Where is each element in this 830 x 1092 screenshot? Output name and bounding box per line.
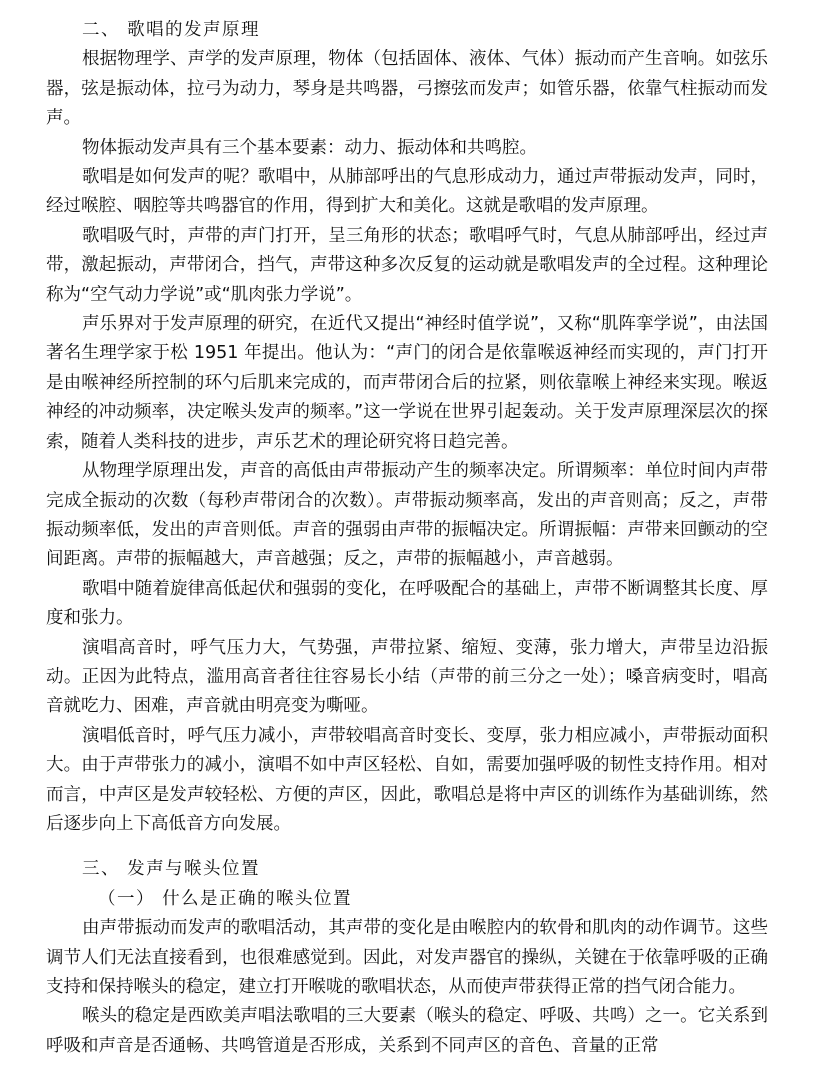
paragraph: 声乐界对于发声原理的研究，在近代又提出“神经时值学说”，又称“肌阵挛学说”，由法国著名生理学家于松 1951 年提出。他认为：“声门的闭合是依靠喉返神经而实现的，声门打开是由喉神经所控制的环勺后肌来完成的，而声带闭合后的拉紧，则依靠喉上神经来实现。喉返神经的冲动频率，决定喉头发声的频率。”这一学说在世界引起轰动。关于发声原理深层次的探索，随着人类科技的进步，声乐艺术的理论研究将日趋完善。 xyxy=(46,314,768,452)
document-page xyxy=(46,16,768,1061)
paragraph: 歌唱是如何发声的呢？歌唱中，从肺部呼出的气息形成动力，通过声带振动发声，同时，经过喉腔、咽腔等共鸣器官的作用，得到扩大和美化。这就是歌唱的发声原理。 xyxy=(46,167,768,217)
paragraph: 根据物理学、声学的发声原理，物体（包括固体、液体、气体）振动而产生音响。如弦乐器，弦是振动体，拉弓为动力，琴身是共鸣器，弓擦弦而发声；如管乐器，依靠气柱振动而发声。 xyxy=(46,49,768,129)
paragraph: 演唱高音时，呼气压力大，气势强，声带拉紧、缩短、变薄，张力增大，声带呈边沿振动。正因为此特点，滥用高音者往往容易长小结（声带的前三分之一处）；嗓音病变时，唱高音就吃力、困难，声音就由明亮变为嘶哑。 xyxy=(46,637,768,717)
section-spacer xyxy=(46,839,768,855)
section-heading: 二、 歌唱的发声原理 xyxy=(82,20,261,40)
paragraph: 歌唱吸气时，声带的声门打开，呈三角形的状态；歌唱呼气时，气息从肺部呼出，经过声带，激起振动，声带闭合，挡气，声带这种多次反复的运动就是歌唱发声的全过程。这种理论称为“空气动力学说”或“肌肉张力学说”。 xyxy=(46,225,768,305)
section-vocal-principles xyxy=(46,16,768,839)
paragraph: 从物理学原理出发，声音的高低由声带振动产生的频率决定。所谓频率：单位时间内声带完成全振动的次数（每秒声带闭合的次数）。声带振动频率高，发出的声音则高；反之，声带振动频率低，发出的声音则低。声音的强弱由声带的振幅决定。所谓振幅：声带来回颤动的空间距离。声带的振幅越大，声音越强；反之，声带的振幅越小，声音越弱。 xyxy=(46,461,768,570)
section-larynx-position xyxy=(46,855,768,1061)
paragraph: 由声带振动而发声的歌唱活动，其声带的变化是由喉腔内的软骨和肌肉的动作调节。这些调节人们无法直接看到，也很难感觉到。因此，对发声器官的操纵，关键在于依靠呼吸的正确支持和保持喉头的稳定，建立打开喉咙的歌唱状态，从而使声带获得正常的挡气闭合能力。 xyxy=(46,918,768,997)
section-heading: 三、 发声与喉头位置 xyxy=(82,859,261,880)
paragraph: 喉头的稳定是西欧美声唱法歌唱的三大要素（喉头的稳定、呼吸、共鸣）之一。它关系到呼吸和声音是否通畅、共鸣管道是否形成，关系到不同声区的音色、音量的正常 xyxy=(46,1006,768,1056)
paragraph: 物体振动发声具有三个基本要素：动力、振动体和共鸣腔。 xyxy=(82,137,537,158)
paragraph: 演唱低音时，呼气压力减小，声带较唱高音时变长、变厚，张力相应减小，声带振动面积大。由于声带张力的减小，演唱不如中声区轻松、自如，需要加强呼吸的韧性支持作用。相对而言，中声区是发声较轻松、方便的声区，因此，歌唱总是将中声区的训练作为基础训练，然后逐步向上下高低音方向发展。 xyxy=(46,725,768,834)
paragraph: 歌唱中随着旋律高低起伏和强弱的变化，在呼吸配合的基础上，声带不断调整其长度、厚度和张力。 xyxy=(46,578,768,629)
subsection-heading: （一） 什么是正确的喉头位置 xyxy=(98,888,353,909)
